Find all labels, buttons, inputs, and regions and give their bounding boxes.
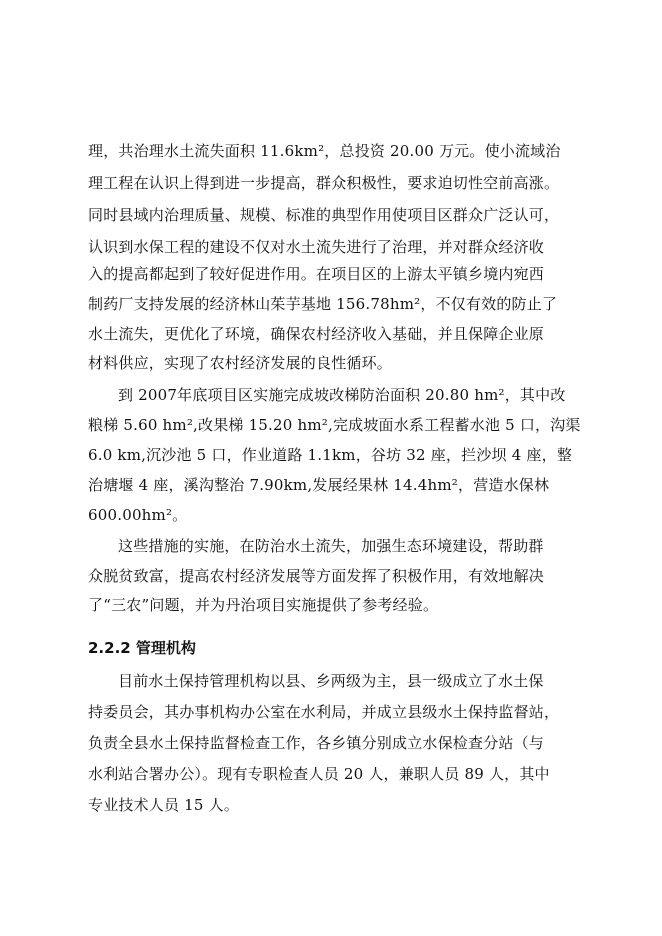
paragraph-1-line-3: 同时县域内治理质量、规模、标准的典型作用使项目区群众广泛认可， xyxy=(88,206,560,224)
paragraph-2-line-2: 粮梯 5.60 hm²,改果梯 15.20 hm²,完成坡面水系工程蓄水池 5 口，沟渠 xyxy=(88,416,581,434)
paragraph-4-line-1: 目前水土保持管理机构以县、乡两级为主，县一级成立了水土保 xyxy=(118,672,544,690)
paragraph-1-line-7: 水土流失，更优化了环境，确保农村经济收入基础，并且保障企业原 xyxy=(88,325,545,343)
paragraph-2-line-3: 6.0 km,沉沙池 5 口，作业道路 1.1km，谷坊 32 座，拦沙坝 4 座，整 xyxy=(88,446,573,464)
paragraph-1-line-4: 认识到水保工程的建设不仅对水土流失进行了治理，并对群众经济收 xyxy=(88,238,545,256)
paragraph-3-line-3: 了“三农”问题，并为丹治项目实施提供了参考经验。 xyxy=(88,596,439,614)
paragraph-4-line-4: 水利站合署办公）。现有专职检查人员 20 人，兼职人员 89 人，其中 xyxy=(88,765,550,783)
paragraph-3-line-2: 众脱贫致富，提高农村经济发展等方面发挥了积极作用，有效地解决 xyxy=(88,567,545,585)
paragraph-2-line-1: 到 2007年底项目区实施完成坡改梯防治面积 20.80 hm²，其中改 xyxy=(118,386,566,404)
paragraph-4-line-2: 持委员会，其办事机构办公室在水利局，并成立县级水土保持监督站， xyxy=(88,703,560,721)
paragraph-3-line-1: 这些措施的实施，在防治水土流失，加强生态环境建设，帮助群 xyxy=(118,537,544,555)
section-heading: 2.2.2 管理机构 xyxy=(88,639,196,657)
paragraph-2-line-5: 600.00hm²。 xyxy=(88,506,188,524)
paragraph-2-line-4: 治塘堰 4 座，溪沟整治 7.90km,发展经果林 14.4hm²，营造水保林 xyxy=(88,476,550,494)
paragraph-1-line-6: 制药厂支持发展的经济林山茱芋基地 156.78hm²，不仅有效的防止了 xyxy=(88,295,558,313)
paragraph-1-line-2: 理工程在认识上得到进一步提高，群众积极性，要求迫切性空前高涨。 xyxy=(88,174,560,192)
paragraph-4-line-3: 负责全县水土保持监督检查工作，各乡镇分别成立水保检查分站（与 xyxy=(88,734,545,752)
paragraph-1-line-1: 理，共治理水土流失面积 11.6km²，总投资 20.00 万元。使小流域治 xyxy=(88,142,561,160)
paragraph-1-line-8: 材料供应，实现了农村经济发展的良性循环。 xyxy=(88,354,393,372)
paragraph-4-line-5: 专业技术人员 15 人。 xyxy=(88,796,240,814)
paragraph-1-line-5: 入的提高都起到了较好促进作用。在项目区的上游太平镇乡境内宛西 xyxy=(88,265,545,283)
